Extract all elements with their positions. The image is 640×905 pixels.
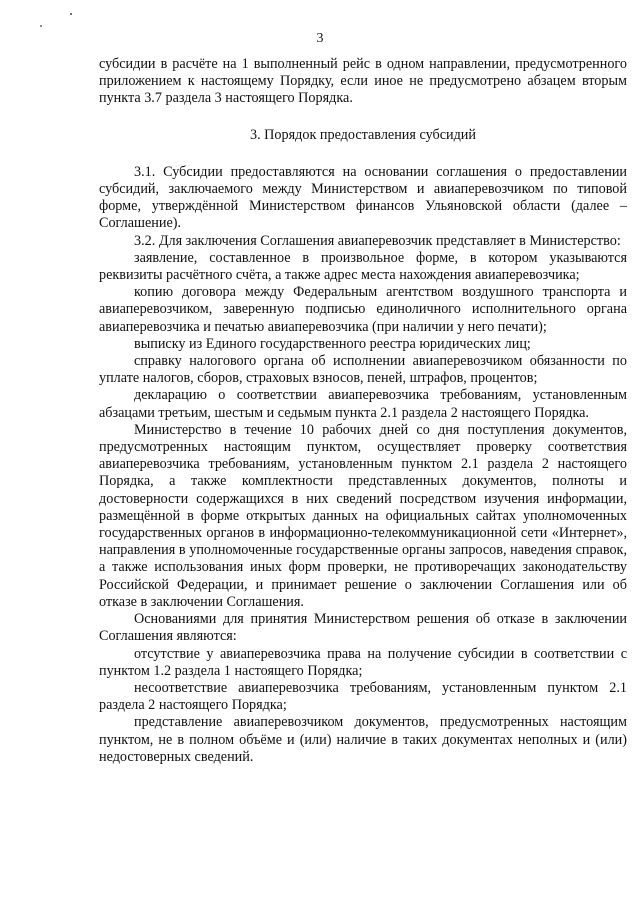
section-heading: 3. Порядок предоставления субсидий — [249, 126, 476, 143]
paragraph-refusal-grounds: Основаниями для принятия Министерством решения об отказе в заключении Соглашения являются: — [99, 611, 627, 645]
refusal-item-incomplete-docs: представление авиаперевозчиком документов, предусмотренных настоящим пунктом, не в полном объёме и (или) наличие в таких документах неполных и (или) недостоверных сведений. — [99, 714, 627, 765]
list-item-registry-extract: выписку из Единого государственного реестра юридических лиц; — [134, 335, 531, 352]
document-body — [99, 56, 627, 766]
paragraph-3-2: 3.2. Для заключения Соглашения авиаперевозчик представляет в Министерство: — [134, 232, 621, 249]
list-item-declaration: декларацию о соответствии авиаперевозчика требованиям, установленным абзацами третьим, шестым и седьмым пункта 2.1 раздела 2 настоящего Порядка. — [99, 387, 627, 421]
list-item-application: заявление, составленное в произвольное форме, в котором указываются реквизиты расчётного счёта, а также адрес места нахождения авиаперевозчика; — [99, 249, 627, 284]
list-item-tax-certificate: справку налогового органа об исполнении авиаперевозчиком обязанности по уплате налогов, сборов, страховых взносов, пеней, штрафов, процентов; — [99, 353, 627, 387]
scan-speck — [70, 13, 72, 15]
refusal-item-noncompliance: несоответствие авиаперевозчика требованиям, установленным пунктом 2.1 раздела 2 настоящего Порядка; — [99, 679, 627, 714]
intro-paragraph: субсидии в расчёте на 1 выполненный рейс в одном направлении, предусмотренного приложением к настоящему Порядку, если иное не предусмотрено абзацем вторым пункта 3.7 раздела 3 настоящего Порядка. — [99, 56, 627, 107]
paragraph-ministry-review: Министерство в течение 10 рабочих дней со дня поступления документов, предусмотренных настоящим пунктом, осуществляет проверку соответствия авиаперевозчика требованиям, установленным пунктом 2.1 раздела 2 настоящего Порядка, а также комплектности представленных документов, полноты и достоверности содержащихся в них сведений посредством изучения информации, размещённой в форме открытых данных на официальных сайтах уполномоченных государственных органов в информационно-телекоммуникационной сети «Интернет», направления в уполномоченные государственные органы запросов, наведения справок, а также использования иных форм проверки, не противоречащих законодательству Российской Федерации, и принимает решение о заключении Соглашения или об отказе в заключении Соглашения. — [99, 421, 627, 610]
refusal-item-no-right: отсутствие у авиаперевозчика права на получение субсидии в соответствии с пунктом 1.2 раздела 1 настоящего Порядка; — [99, 645, 627, 679]
page-number: 3 — [316, 31, 324, 46]
list-item-contract-copy: копию договора между Федеральным агентством воздушного транспорта и авиаперевозчиком, заверенную подписью единоличного исполнительного органа авиаперевозчика и печатью авиаперевозчика (при наличии у него печати); — [99, 284, 627, 335]
paragraph-3-1: 3.1. Субсидии предоставляются на основании соглашения о предоставлении субсидий, заключаемого между Министерством и авиаперевозчиком по типовой форме, утверждённой Министерством финансов Ульяновской области (далее – Соглашение). — [99, 163, 627, 232]
scan-speck — [40, 25, 42, 27]
